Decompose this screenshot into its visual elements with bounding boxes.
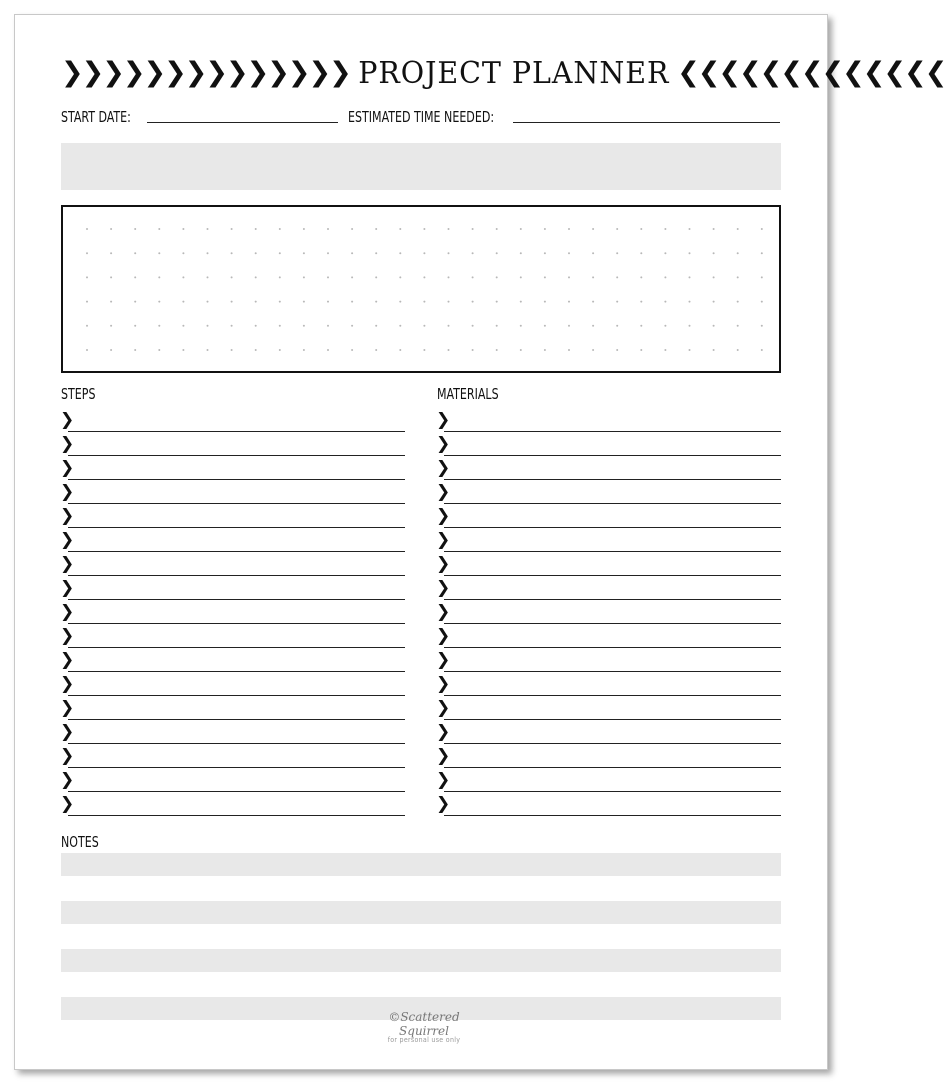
material-line[interactable] <box>436 528 781 552</box>
grid-dot <box>231 276 233 278</box>
chevron-bullet-icon: ❯ <box>436 674 451 694</box>
step-line[interactable] <box>60 624 405 648</box>
grid-dot <box>640 325 642 327</box>
grid-dot <box>375 252 377 254</box>
grid-dot <box>110 301 112 303</box>
chevron-bullet-icon: ❯ <box>60 674 75 694</box>
grid-dot <box>255 276 257 278</box>
grid-dot <box>592 325 594 327</box>
grid-dot <box>737 228 739 230</box>
material-line[interactable] <box>436 432 781 456</box>
step-line[interactable] <box>60 744 405 768</box>
grid-dot <box>761 349 763 351</box>
grid-dot <box>303 228 305 230</box>
grid-dot <box>664 349 666 351</box>
brand-logo <box>364 1010 484 1038</box>
grid-dot <box>327 325 329 327</box>
grid-dot <box>472 301 474 303</box>
grid-dot <box>255 228 257 230</box>
materials-heading: MATERIALS <box>437 385 499 403</box>
chevron-bullet-icon: ❯ <box>436 434 451 454</box>
grid-dot <box>761 252 763 254</box>
step-line[interactable] <box>60 576 405 600</box>
chevron-bullet-icon: ❯ <box>60 698 75 718</box>
grid-dot <box>351 276 353 278</box>
grid-dot <box>737 349 739 351</box>
step-line[interactable] <box>60 696 405 720</box>
grid-dot <box>207 228 209 230</box>
grid-dot <box>279 325 281 327</box>
grid-dot <box>158 349 160 351</box>
grid-dot <box>182 252 184 254</box>
grid-dot <box>664 252 666 254</box>
grid-dot <box>496 349 498 351</box>
grid-dot <box>640 276 642 278</box>
grid-dot <box>423 252 425 254</box>
material-line[interactable] <box>436 744 781 768</box>
grid-dot <box>713 325 715 327</box>
chevron-bullet-icon: ❯ <box>436 746 451 766</box>
material-line[interactable] <box>436 624 781 648</box>
step-line[interactable] <box>60 720 405 744</box>
grid-dot <box>616 325 618 327</box>
notes-band[interactable] <box>61 853 781 876</box>
grid-dot <box>110 349 112 351</box>
writing-rule <box>444 815 781 816</box>
notes-heading: NOTES <box>61 833 99 851</box>
grid-dot <box>664 276 666 278</box>
grid-dot <box>592 252 594 254</box>
grid-dot <box>231 325 233 327</box>
grid-dot <box>713 252 715 254</box>
grid-dot <box>592 349 594 351</box>
grid-dot <box>713 349 715 351</box>
grid-dot <box>448 276 450 278</box>
grid-dot <box>399 252 401 254</box>
chevron-bullet-icon: ❯ <box>436 626 451 646</box>
grid-dot <box>616 252 618 254</box>
chevron-bullet-icon: ❯ <box>60 746 75 766</box>
grid-dot <box>592 276 594 278</box>
chevron-bullet-icon: ❯ <box>60 458 75 478</box>
grid-dot <box>496 228 498 230</box>
step-line[interactable] <box>60 456 405 480</box>
grid-dot <box>86 301 88 303</box>
chevron-bullet-icon: ❯ <box>436 458 451 478</box>
grid-dot <box>544 301 546 303</box>
estimated-time-label: ESTIMATED TIME NEEDED: <box>348 108 495 126</box>
grid-dot <box>303 276 305 278</box>
grid-dot <box>110 325 112 327</box>
chevron-bullet-icon: ❯ <box>436 794 451 814</box>
grid-dot <box>496 252 498 254</box>
step-line[interactable] <box>60 552 405 576</box>
grid-dot <box>448 325 450 327</box>
material-line[interactable] <box>436 456 781 480</box>
grid-dot <box>713 228 715 230</box>
chevron-bullet-icon: ❯ <box>60 434 75 454</box>
grid-dot <box>375 349 377 351</box>
grid-dot <box>520 228 522 230</box>
grid-dot <box>423 276 425 278</box>
grid-dot <box>761 325 763 327</box>
chevron-bullet-icon: ❯ <box>436 554 451 574</box>
project-name-band[interactable] <box>61 143 781 190</box>
grid-dot <box>423 228 425 230</box>
material-line[interactable] <box>436 408 781 432</box>
grid-dot <box>689 228 691 230</box>
grid-dot <box>351 301 353 303</box>
grid-dot <box>231 252 233 254</box>
chevron-bullet-icon: ❯ <box>60 554 75 574</box>
material-line[interactable] <box>436 600 781 624</box>
grid-dot <box>86 252 88 254</box>
grid-dot <box>182 276 184 278</box>
chevron-bullet-icon: ❯ <box>436 722 451 742</box>
brand-name: Scattered Squirrel <box>399 1010 460 1038</box>
grid-dot <box>544 228 546 230</box>
grid-dot <box>520 301 522 303</box>
material-line[interactable] <box>436 696 781 720</box>
grid-dot <box>375 301 377 303</box>
grid-dot <box>544 325 546 327</box>
grid-dot <box>544 276 546 278</box>
grid-dot <box>375 228 377 230</box>
right-chevron-decoration: ❮❮❮❮❮❮❮❮❮❮❮❮❮ <box>677 57 945 88</box>
grid-dot <box>182 325 184 327</box>
grid-dot <box>351 228 353 230</box>
step-line[interactable] <box>60 408 405 432</box>
left-chevron-decoration: ❯❯❯❯❯❯❯❯❯❯❯❯❯❯ <box>61 57 350 88</box>
grid-dot <box>303 349 305 351</box>
step-line[interactable] <box>60 648 405 672</box>
grid-dot <box>351 252 353 254</box>
grid-dot <box>472 325 474 327</box>
grid-dot <box>472 252 474 254</box>
chevron-bullet-icon: ❯ <box>436 578 451 598</box>
grid-dot <box>399 349 401 351</box>
footer-credit <box>364 1010 484 1044</box>
grid-dot <box>520 252 522 254</box>
grid-dot <box>231 228 233 230</box>
steps-list <box>60 408 405 816</box>
grid-dot <box>303 252 305 254</box>
grid-dot <box>375 276 377 278</box>
grid-dot <box>182 228 184 230</box>
grid-dot <box>110 228 112 230</box>
grid-dot <box>110 252 112 254</box>
grid-dot <box>158 252 160 254</box>
usage-note: for personal use only <box>387 1036 461 1044</box>
grid-dot <box>231 349 233 351</box>
grid-dot <box>182 349 184 351</box>
grid-dot <box>616 349 618 351</box>
grid-dot <box>423 325 425 327</box>
chevron-bullet-icon: ❯ <box>60 722 75 742</box>
grid-dot <box>640 228 642 230</box>
grid-dot <box>255 325 257 327</box>
grid-dot <box>182 301 184 303</box>
grid-dot <box>207 301 209 303</box>
grid-dot <box>279 228 281 230</box>
grid-dot <box>399 325 401 327</box>
grid-dot <box>496 276 498 278</box>
chevron-bullet-icon: ❯ <box>436 410 451 430</box>
step-line[interactable] <box>60 504 405 528</box>
material-line[interactable] <box>436 576 781 600</box>
grid-dot <box>207 276 209 278</box>
grid-dot <box>399 228 401 230</box>
chevron-bullet-icon: ❯ <box>60 794 75 814</box>
grid-dot <box>255 349 257 351</box>
grid-dot <box>616 276 618 278</box>
writing-rule <box>68 815 405 816</box>
start-date-label: START DATE: <box>61 108 131 126</box>
grid-dot <box>134 228 136 230</box>
grid-dot <box>134 276 136 278</box>
grid-dot <box>592 301 594 303</box>
grid-dot <box>761 276 763 278</box>
grid-dot <box>134 349 136 351</box>
chevron-bullet-icon: ❯ <box>436 482 451 502</box>
grid-dot <box>737 325 739 327</box>
grid-dot <box>472 228 474 230</box>
grid-dot <box>472 349 474 351</box>
grid-dot <box>448 252 450 254</box>
grid-dot <box>399 301 401 303</box>
grid-dot <box>713 301 715 303</box>
grid-dot <box>713 276 715 278</box>
chevron-bullet-icon: ❯ <box>60 626 75 646</box>
grid-dot <box>640 252 642 254</box>
material-line[interactable] <box>436 672 781 696</box>
grid-dot <box>664 228 666 230</box>
chevron-bullet-icon: ❯ <box>60 530 75 550</box>
grid-dot <box>327 349 329 351</box>
grid-dot <box>664 325 666 327</box>
grid-dot <box>568 349 570 351</box>
grid-dot <box>158 276 160 278</box>
grid-dot <box>737 252 739 254</box>
grid-dot <box>544 349 546 351</box>
step-line[interactable] <box>60 432 405 456</box>
grid-dot <box>761 301 763 303</box>
grid-dot <box>399 276 401 278</box>
material-line[interactable] <box>436 480 781 504</box>
material-line[interactable] <box>436 720 781 744</box>
steps-heading: STEPS <box>61 385 96 403</box>
grid-dot <box>423 349 425 351</box>
material-line[interactable] <box>436 792 781 816</box>
step-line[interactable] <box>60 480 405 504</box>
chevron-bullet-icon: ❯ <box>60 770 75 790</box>
grid-dot <box>664 301 666 303</box>
copyright-symbol: © <box>388 1010 401 1024</box>
grid-dot <box>279 252 281 254</box>
grid-dot <box>375 325 377 327</box>
grid-dot <box>303 301 305 303</box>
grid-dot <box>592 228 594 230</box>
dot-grid <box>63 207 779 371</box>
chevron-bullet-icon: ❯ <box>60 410 75 430</box>
grid-dot <box>207 349 209 351</box>
grid-dot <box>448 349 450 351</box>
grid-dot <box>134 252 136 254</box>
grid-dot <box>472 276 474 278</box>
step-line[interactable] <box>60 768 405 792</box>
grid-dot <box>496 301 498 303</box>
grid-dot <box>351 349 353 351</box>
material-line[interactable] <box>436 648 781 672</box>
grid-dot <box>568 276 570 278</box>
grid-dot <box>640 301 642 303</box>
grid-dot <box>327 301 329 303</box>
grid-dot <box>255 301 257 303</box>
grid-dot <box>737 301 739 303</box>
grid-dot <box>616 301 618 303</box>
grid-dot <box>689 276 691 278</box>
grid-dot <box>568 301 570 303</box>
grid-dot <box>158 301 160 303</box>
grid-dot <box>158 325 160 327</box>
chevron-bullet-icon: ❯ <box>60 578 75 598</box>
grid-dot <box>279 349 281 351</box>
grid-dot <box>86 276 88 278</box>
step-line[interactable] <box>60 528 405 552</box>
chevron-bullet-icon: ❯ <box>436 698 451 718</box>
chevron-bullet-icon: ❯ <box>436 770 451 790</box>
grid-dot <box>689 252 691 254</box>
grid-dot <box>689 349 691 351</box>
material-line[interactable] <box>436 504 781 528</box>
grid-dot <box>327 228 329 230</box>
grid-dot <box>279 276 281 278</box>
grid-dot <box>303 325 305 327</box>
grid-dot <box>520 349 522 351</box>
step-line[interactable] <box>60 600 405 624</box>
grid-dot <box>689 325 691 327</box>
grid-dot <box>327 252 329 254</box>
chevron-bullet-icon: ❯ <box>60 482 75 502</box>
grid-dot <box>737 276 739 278</box>
grid-dot <box>207 325 209 327</box>
grid-dot <box>158 228 160 230</box>
grid-dot <box>279 301 281 303</box>
step-line[interactable] <box>60 792 405 816</box>
grid-dot <box>86 325 88 327</box>
grid-dot <box>640 349 642 351</box>
grid-dot <box>616 228 618 230</box>
grid-dot <box>134 325 136 327</box>
material-line[interactable] <box>436 552 781 576</box>
grid-dot <box>496 325 498 327</box>
step-line[interactable] <box>60 672 405 696</box>
grid-dot <box>761 228 763 230</box>
grid-dot <box>448 301 450 303</box>
grid-dot <box>110 276 112 278</box>
chevron-bullet-icon: ❯ <box>436 530 451 550</box>
chevron-bullet-icon: ❯ <box>60 650 75 670</box>
grid-dot <box>86 228 88 230</box>
grid-dot <box>689 301 691 303</box>
notes-band[interactable] <box>61 901 781 924</box>
grid-dot <box>255 252 257 254</box>
grid-dot <box>568 252 570 254</box>
chevron-bullet-icon: ❯ <box>436 650 451 670</box>
dot-grid-box[interactable] <box>61 205 781 373</box>
grid-dot <box>568 228 570 230</box>
chevron-bullet-icon: ❯ <box>436 506 451 526</box>
chevron-bullet-icon: ❯ <box>60 506 75 526</box>
grid-dot <box>231 301 233 303</box>
page-title: PROJECT PLANNER <box>357 55 670 91</box>
material-line[interactable] <box>436 768 781 792</box>
grid-dot <box>520 276 522 278</box>
grid-dot <box>568 325 570 327</box>
notes-band[interactable] <box>61 949 781 972</box>
start-date-field[interactable] <box>147 122 338 123</box>
chevron-bullet-icon: ❯ <box>60 602 75 622</box>
grid-dot <box>544 252 546 254</box>
estimated-time-field[interactable] <box>513 122 780 123</box>
grid-dot <box>351 325 353 327</box>
grid-dot <box>448 228 450 230</box>
materials-list <box>436 408 781 816</box>
grid-dot <box>520 325 522 327</box>
grid-dot <box>134 301 136 303</box>
grid-dot <box>327 276 329 278</box>
grid-dot <box>86 349 88 351</box>
chevron-bullet-icon: ❯ <box>436 602 451 622</box>
grid-dot <box>207 252 209 254</box>
grid-dot <box>423 301 425 303</box>
title-row <box>61 53 945 93</box>
